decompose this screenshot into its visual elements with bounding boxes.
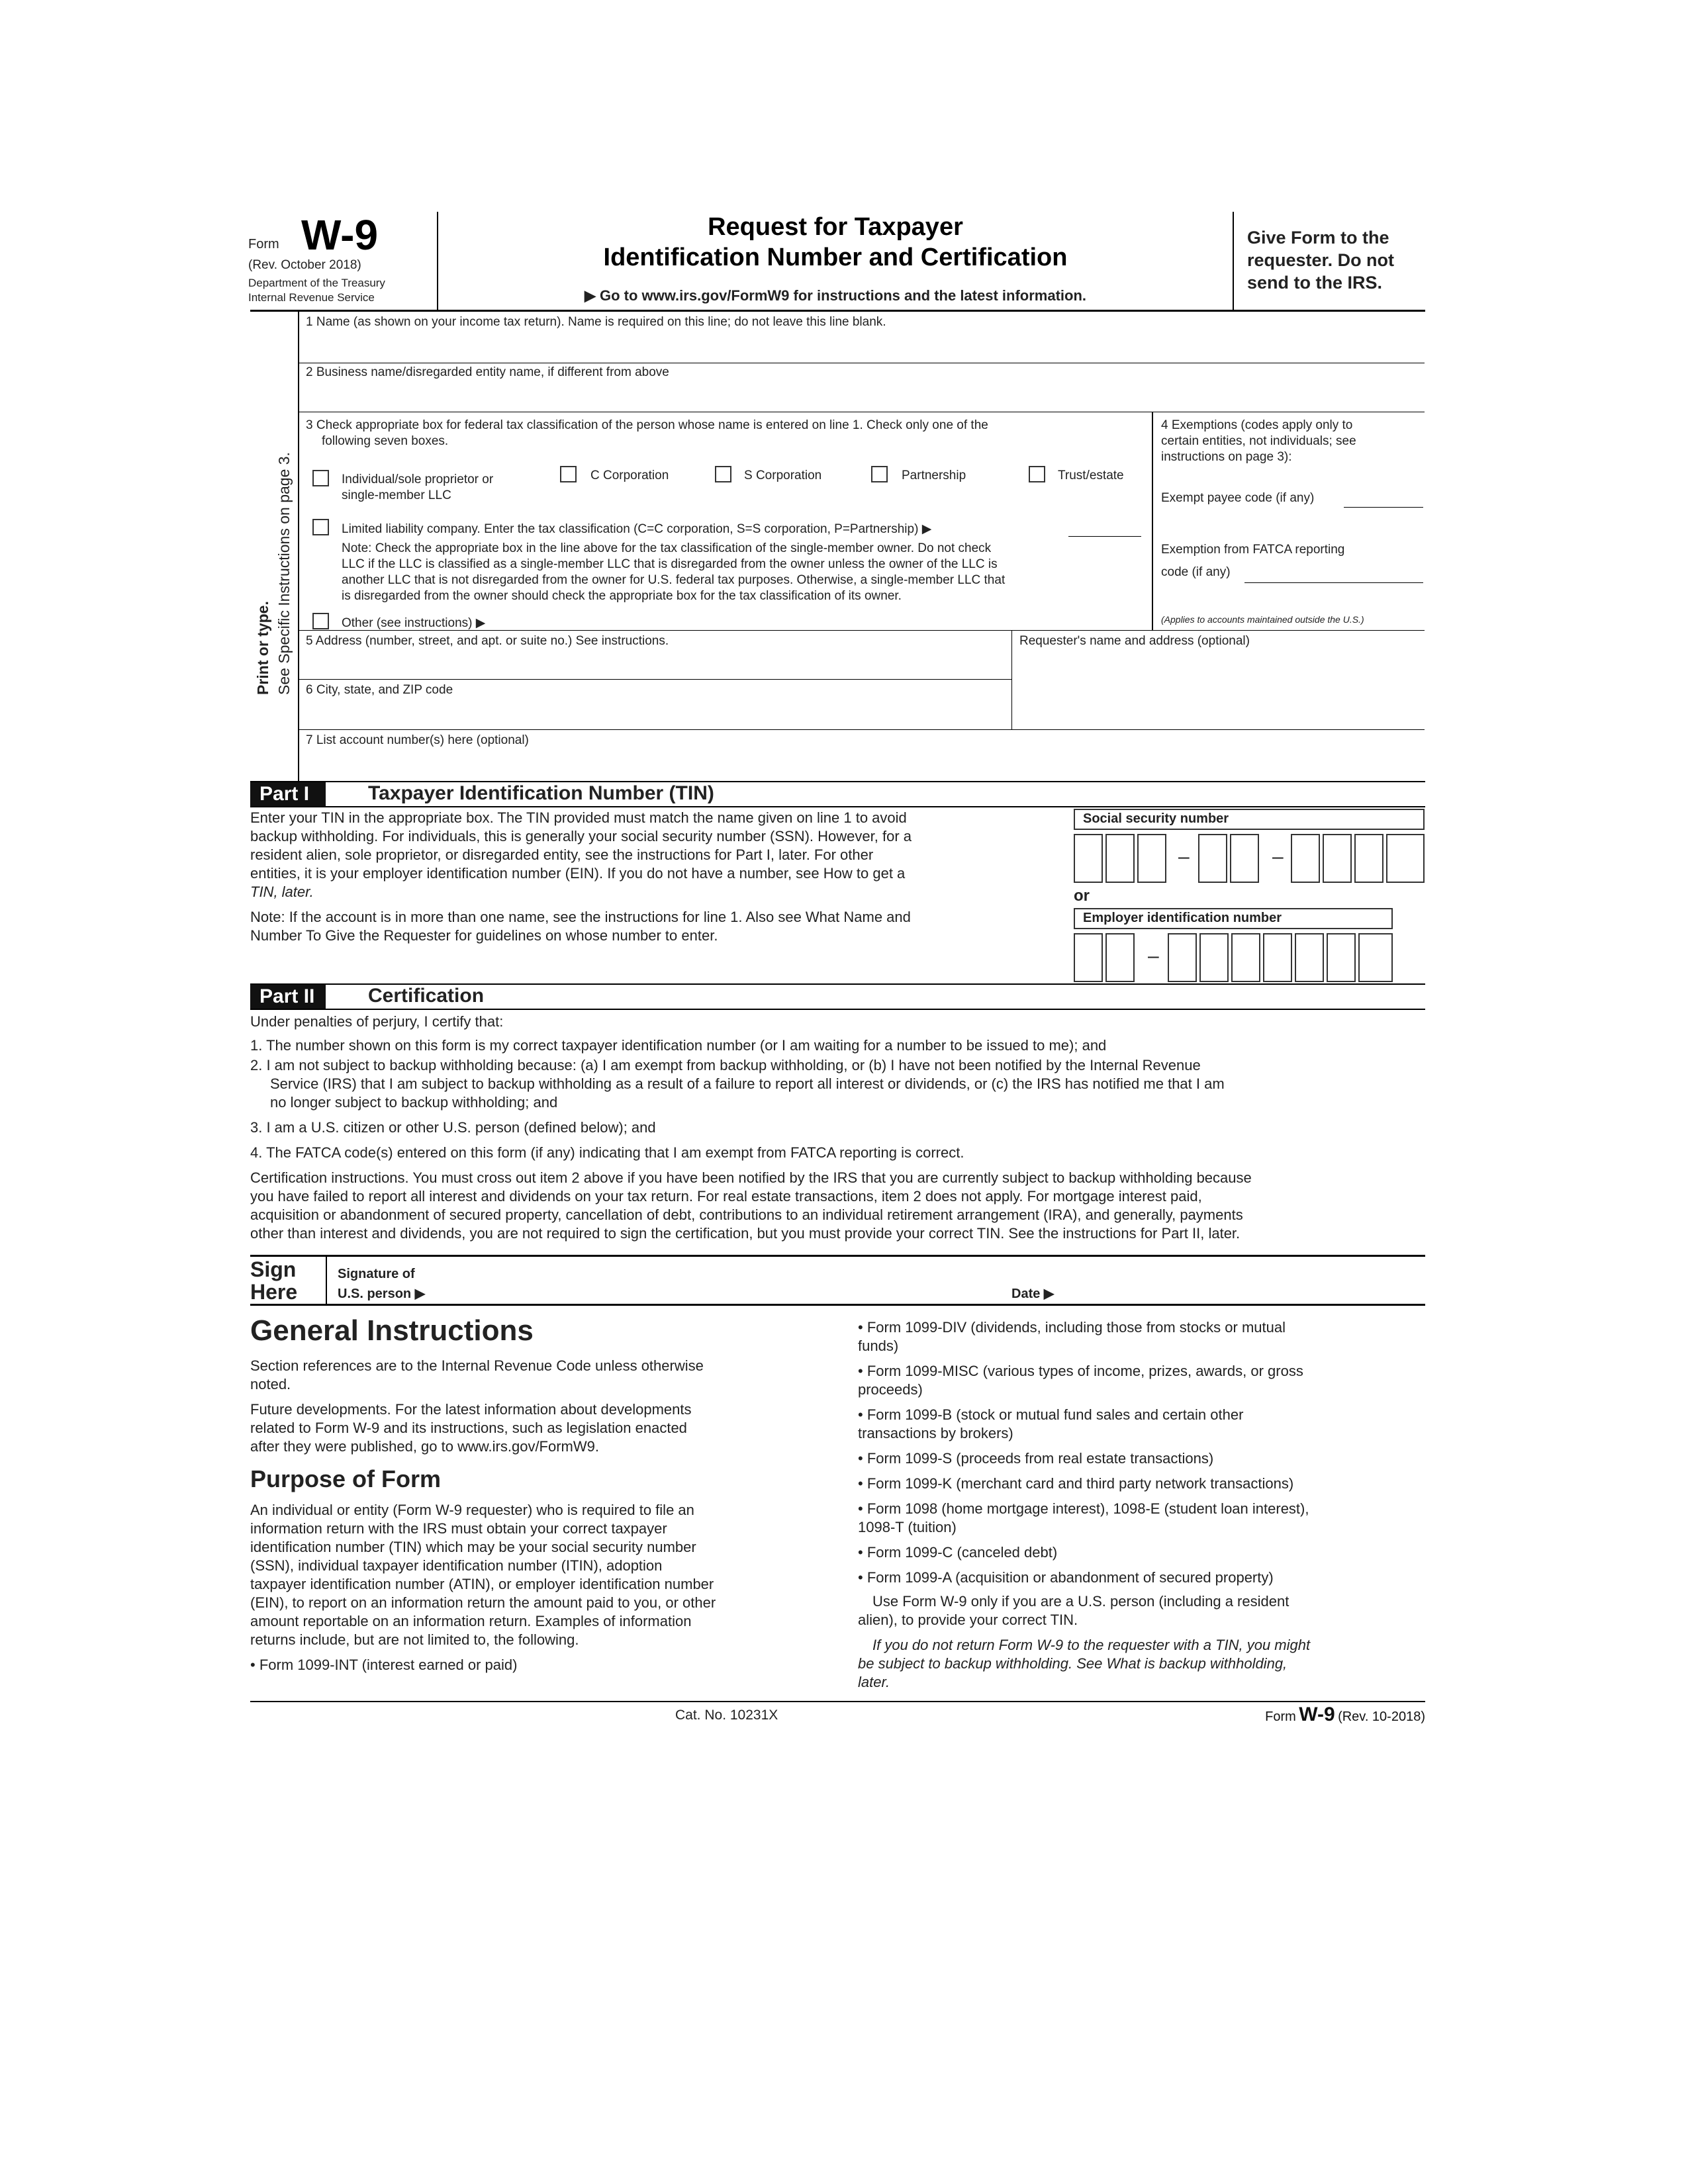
give-form-line3: send to the IRS.	[1247, 273, 1383, 293]
form-1099-div-2: funds)	[858, 1338, 899, 1354]
ein-digit-4[interactable]	[1199, 933, 1229, 982]
exempt-payee-label: Exempt payee code (if any)	[1161, 491, 1315, 505]
field-6-label: 6 City, state, and ZIP code	[306, 683, 453, 697]
part-2-title: Certification	[368, 985, 485, 1007]
ein-label-box	[1074, 908, 1393, 929]
use-form-2: alien), to provide your correct TIN.	[858, 1612, 1078, 1628]
date-input[interactable]	[1066, 1260, 1423, 1302]
field-2-label: 2 Business name/disregarded entity name, if different from above	[306, 365, 669, 379]
exemptions-2: certain entities, not individuals; see	[1161, 434, 1356, 448]
field-7-input[interactable]	[299, 749, 1425, 780]
llc-note-1: Note: Check the appropriate box in the line above for the tax classification of the single-member owner. Do not check	[342, 541, 992, 555]
s-corporation-label: S Corporation	[744, 469, 822, 482]
signature-label-2: U.S. person ▶	[338, 1287, 426, 1301]
ssn-digit-9[interactable]	[1386, 834, 1425, 883]
form-number: W-9	[301, 211, 379, 259]
form-1099-misc-2: proceeds)	[858, 1381, 923, 1398]
give-form-line1: Give Form to the	[1247, 228, 1389, 248]
individual-label-1: Individual/sole proprietor or	[342, 473, 494, 486]
purpose-text-4: (SSN), individual taxpayer identification number (ITIN), adoption	[250, 1557, 663, 1574]
side-instructions	[250, 364, 303, 695]
cert-instructions-2: you have failed to report all interest and dividends on your tax return. For real estate transactions, item 2 does not apply. For mortgage interest paid,	[250, 1188, 1202, 1205]
cert-intro: Under penalties of perjury, I certify that:	[250, 1013, 504, 1030]
partnership-label: Partnership	[902, 469, 966, 482]
no-return-1: If you do not return Form W-9 to the requester with a TIN, you might	[872, 1637, 1311, 1653]
purpose-text-3: identification number (TIN) which may be your social security number	[250, 1539, 696, 1555]
cat-number: Cat. No. 10231X	[675, 1707, 778, 1723]
fatca-label-1: Exemption from FATCA reporting	[1161, 543, 1345, 557]
ssn-digit-7[interactable]	[1323, 834, 1352, 883]
ein-digit-8[interactable]	[1327, 933, 1356, 982]
ssn-dash-1: –	[1178, 846, 1190, 868]
or-label: or	[1074, 887, 1090, 905]
dept-label: Department of the Treasury	[248, 277, 385, 289]
s-corporation-checkbox[interactable]	[715, 466, 731, 482]
ein-label: Employer identification number	[1083, 911, 1282, 925]
field-1-input[interactable]	[299, 331, 1425, 363]
purpose-text-8: returns include, but are not limited to, the following.	[250, 1631, 579, 1648]
cert-instructions-4: other than interest and dividends, you are not required to sign the certification, but you must provide your correct TIN. See the instructions for Part II, later.	[250, 1225, 1241, 1242]
fatca-applies-note: (Applies to accounts maintained outside the U.S.)	[1161, 614, 1364, 625]
part-1-text-5: TIN, later.	[250, 884, 314, 900]
exemptions-1: 4 Exemptions (codes apply only to	[1161, 418, 1353, 432]
trust-estate-checkbox[interactable]	[1029, 466, 1045, 482]
future-dev-1: Future developments. For the latest information about developments	[250, 1401, 692, 1418]
use-form-1: Use Form W-9 only if you are a U.S. person (including a resident	[872, 1593, 1289, 1610]
section-references-2: noted.	[250, 1376, 291, 1392]
no-return-3: later.	[858, 1674, 890, 1690]
part-2-label: Part II	[250, 985, 326, 1009]
ssn-digit-3[interactable]	[1137, 834, 1166, 883]
c-corporation-checkbox[interactable]	[560, 466, 577, 482]
cert-instructions-3: acquisition or abandonment of secured property, cancellation of debt, contributions to an individual retirement arrangement (IRA), and generally, payments	[250, 1206, 1243, 1223]
form-1099-div-1: • Form 1099-DIV (dividends, including those from stocks or mutual	[858, 1319, 1286, 1336]
footer-form-id	[1225, 1704, 1425, 1726]
no-return-2: be subject to backup withholding. See What is backup withholding,	[858, 1655, 1288, 1672]
signature-label-1: Signature of	[338, 1267, 415, 1281]
ein-digit-5[interactable]	[1231, 933, 1260, 982]
side-print-or-type: Print or type.	[254, 601, 271, 695]
llc-note-4: is disregarded from the owner should check the appropriate box for the tax classification of its owner.	[342, 589, 902, 603]
section-references-1: Section references are to the Internal Revenue Code unless otherwise	[250, 1357, 704, 1374]
cert-item-1: 1. The number shown on this form is my correct taxpayer identification number (or I am waiting for a number to be issued to me); and	[250, 1037, 1107, 1054]
part-1-title: Taxpayer Identification Number (TIN)	[368, 782, 714, 804]
exempt-payee-input[interactable]	[1344, 507, 1423, 508]
llc-classification-input[interactable]	[1068, 536, 1141, 537]
field-7-label: 7 List account number(s) here (optional)	[306, 733, 529, 747]
purpose-text-5: taxpayer identification number (ATIN), or employer identification number	[250, 1576, 714, 1592]
llc-checkbox[interactable]	[312, 519, 329, 535]
trust-estate-label: Trust/estate	[1058, 469, 1124, 482]
ssn-digit-6[interactable]	[1291, 834, 1320, 883]
ssn-dash-2: –	[1272, 846, 1284, 868]
form-1099-misc-1: • Form 1099-MISC (various types of income, prizes, awards, or gross	[858, 1363, 1303, 1379]
fatca-code-input[interactable]	[1244, 582, 1423, 583]
form-1098-2: 1098-T (tuition)	[858, 1519, 957, 1535]
ein-digit-3[interactable]	[1168, 933, 1197, 982]
part-1-text-2: backup withholding. For individuals, this is generally your social security number (SSN). However, for a	[250, 828, 912, 844]
cert-item-2b: Service (IRS) that I am subject to backup withholding as a result of a failure to report all interest or dividends, or (c) the IRS has notified me that I am	[270, 1075, 1225, 1092]
cert-item-3: 3. I am a U.S. citizen or other U.S. person (defined below); and	[250, 1119, 656, 1136]
ssn-label: Social security number	[1083, 811, 1229, 826]
purpose-heading: Purpose of Form	[250, 1465, 442, 1492]
form-1099-b-2: transactions by brokers)	[858, 1425, 1013, 1441]
part-1-note-1: Note: If the account is in more than one name, see the instructions for line 1. Also see What Name and	[250, 909, 911, 925]
purpose-text-7: amount reportable on an information return. Examples of information	[250, 1613, 692, 1629]
ssn-digit-2[interactable]	[1105, 834, 1135, 883]
field-3-label-b: following seven boxes.	[322, 434, 449, 448]
form-1099-k: • Form 1099-K (merchant card and third party network transactions)	[858, 1475, 1294, 1492]
purpose-text-1: An individual or entity (Form W-9 requester) who is required to file an	[250, 1502, 694, 1518]
footer-rev: (Rev. 10-2018)	[1338, 1709, 1425, 1724]
form-1099-b-1: • Form 1099-B (stock or mutual fund sales and certain other	[858, 1406, 1244, 1423]
llc-label: Limited liability company. Enter the tax classification (C=C corporation, S=S corporation, P=Partnership) ▶	[342, 522, 932, 536]
purpose-text-2: information return with the IRS must obtain your correct taxpayer	[250, 1520, 667, 1537]
ssn-digit-8[interactable]	[1354, 834, 1383, 883]
cert-item-4: 4. The FATCA code(s) entered on this form (if any) indicating that I am exempt from FATCA reporting is correct.	[250, 1144, 964, 1161]
form-title-line1: Request for Taxpayer	[708, 213, 963, 241]
ssn-digit-5[interactable]	[1230, 834, 1259, 883]
here-label: Here	[250, 1280, 298, 1304]
form-1099-c: • Form 1099-C (canceled debt)	[858, 1544, 1058, 1561]
purpose-text-6: (EIN), to report on an information return the amount paid to you, or other	[250, 1594, 716, 1611]
requester-input[interactable]	[1013, 650, 1423, 728]
fatca-label-2: code (if any)	[1161, 565, 1231, 579]
field-1-label: 1 Name (as shown on your income tax return). Name is required on this line; do not leave this line blank.	[306, 315, 886, 329]
partnership-checkbox[interactable]	[871, 466, 888, 482]
field-5-label: 5 Address (number, street, and apt. or suite no.) See instructions.	[306, 634, 669, 648]
ssn-digit-4[interactable]	[1198, 834, 1227, 883]
field-3-label-a: 3 Check appropriate box for federal tax classification of the person whose name is entered on line 1. Check only one of the	[306, 418, 988, 432]
ein-digit-1[interactable]	[1074, 933, 1103, 982]
exemptions-3: instructions on page 3):	[1161, 450, 1292, 464]
part-1-note-2: Number To Give the Requester for guidelines on whose number to enter.	[250, 927, 718, 944]
sign-label: Sign	[250, 1257, 297, 1281]
irs-label: Internal Revenue Service	[248, 291, 375, 304]
ein-digit-6[interactable]	[1263, 933, 1292, 982]
requester-label: Requester's name and address (optional)	[1019, 634, 1250, 648]
future-dev-2: related to Form W-9 and its instructions, such as legislation enacted	[250, 1420, 687, 1436]
footer-form-word: Form	[1265, 1709, 1296, 1724]
goto-instructions: ▶ Go to www.irs.gov/FormW9 for instructions and the latest information.	[584, 287, 1087, 304]
side-see-specific: See Specific Instructions on page 3.	[275, 452, 293, 695]
field-6-input[interactable]	[299, 699, 1011, 728]
cert-item-2a: 2. I am not subject to backup withholding because: (a) I am exempt from backup withholding, or (b) I have not been notified by the Internal Revenue	[250, 1057, 1201, 1073]
other-label: Other (see instructions) ▶	[342, 616, 486, 630]
llc-note-2: LLC if the LLC is classified as a single-member LLC that is disregarded from the owner unless the owner of the LLC is	[342, 557, 998, 571]
part-1-text-3: resident alien, sole proprietor, or disregarded entity, see the instructions for Part I, later. For other	[250, 846, 874, 863]
part-1-label: Part I	[250, 782, 326, 806]
form-1099-a: • Form 1099-A (acquisition or abandonment of secured property)	[858, 1569, 1274, 1586]
individual-label-2: single-member LLC	[342, 488, 451, 502]
ein-digit-2[interactable]	[1105, 933, 1135, 982]
date-label: Date ▶	[1011, 1287, 1055, 1301]
ein-digit-7[interactable]	[1295, 933, 1324, 982]
ssn-label-box	[1074, 809, 1425, 830]
llc-note-3: another LLC that is not disregarded from the owner for U.S. federal tax purposes. Otherwise, a single-member LLC that	[342, 573, 1006, 587]
other-checkbox[interactable]	[312, 613, 329, 629]
c-corporation-label: C Corporation	[590, 469, 669, 482]
signature-input[interactable]	[450, 1260, 1006, 1302]
form-word: Form	[248, 237, 279, 251]
ssn-digit-1[interactable]	[1074, 834, 1103, 883]
individual-checkbox[interactable]	[312, 470, 329, 486]
part-1-text-4: entities, it is your employer identification number (EIN). If you do not have a number, see How to get a	[250, 865, 906, 882]
general-instructions-heading: General Instructions	[250, 1314, 534, 1347]
field-2-input[interactable]	[299, 381, 1425, 412]
form-1099-int: • Form 1099-INT (interest earned or paid)	[250, 1657, 518, 1673]
ein-digit-9[interactable]	[1358, 933, 1393, 982]
part-1-text-1: Enter your TIN in the appropriate box. The TIN provided must match the name given on line 1 to avoid	[250, 809, 907, 826]
ein-dash: –	[1148, 945, 1159, 967]
give-form-line2: requester. Do not	[1247, 250, 1395, 270]
field-5-input[interactable]	[299, 650, 1011, 679]
cert-item-2c: no longer subject to backup withholding; and	[270, 1094, 558, 1111]
cert-instructions-1: Certification instructions. You must cross out item 2 above if you have been notified by the IRS that you are currently subject to backup withholding because	[250, 1169, 1252, 1186]
form-revision: (Rev. October 2018)	[248, 258, 361, 272]
future-dev-3: after they were published, go to www.irs.gov/FormW9.	[250, 1438, 599, 1455]
form-1099-s: • Form 1099-S (proceeds from real estate transactions)	[858, 1450, 1214, 1467]
footer-form-number: W-9	[1299, 1704, 1335, 1725]
form-title-line2: Identification Number and Certification	[603, 244, 1068, 271]
form-1098-1: • Form 1098 (home mortgage interest), 1098-E (student loan interest),	[858, 1500, 1309, 1517]
